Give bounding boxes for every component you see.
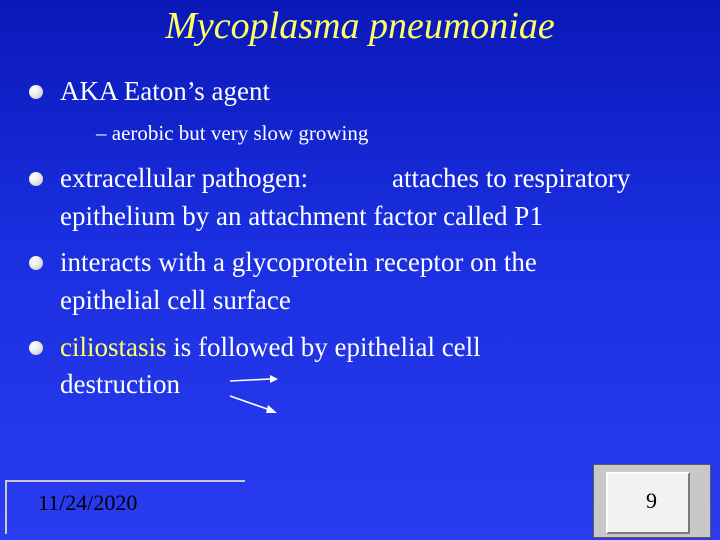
page-number: 9 (646, 488, 657, 513)
bullet-dot-icon (29, 341, 43, 355)
bullet-dot-icon (29, 85, 43, 99)
bullet-dot-icon (29, 172, 43, 186)
bullet-extracellular-part2: attaches to respiratory (392, 163, 631, 193)
bullet-glycoprotein-line1: interacts with a glycoprotein receptor on the (60, 247, 537, 277)
bullet-ciliostasis-line2: destruction (60, 369, 180, 399)
sub-bullet-aerobic: – aerobic but very slow growing (96, 121, 369, 145)
bullet-extracellular-part1: extracellular pathogen: (60, 163, 309, 193)
ciliostasis-term: ciliostasis (60, 332, 167, 362)
bullet-extracellular-line2: epithelium by an attachment factor called P1 (60, 201, 543, 231)
ciliostasis-rest: is followed by epithelial cell (166, 332, 481, 362)
footer-date: 11/24/2020 (38, 490, 138, 515)
bullet-glycoprotein-line2: epithelial cell surface (60, 285, 291, 315)
bullet-ciliostasis-line1 (60, 329, 481, 365)
bullet-eatons-agent: AKA Eaton’s agent (60, 76, 270, 106)
slide-title: Mycoplasma pneumoniae (165, 5, 555, 47)
bullet-dot-icon (29, 256, 43, 270)
arrows-icon (228, 368, 280, 418)
